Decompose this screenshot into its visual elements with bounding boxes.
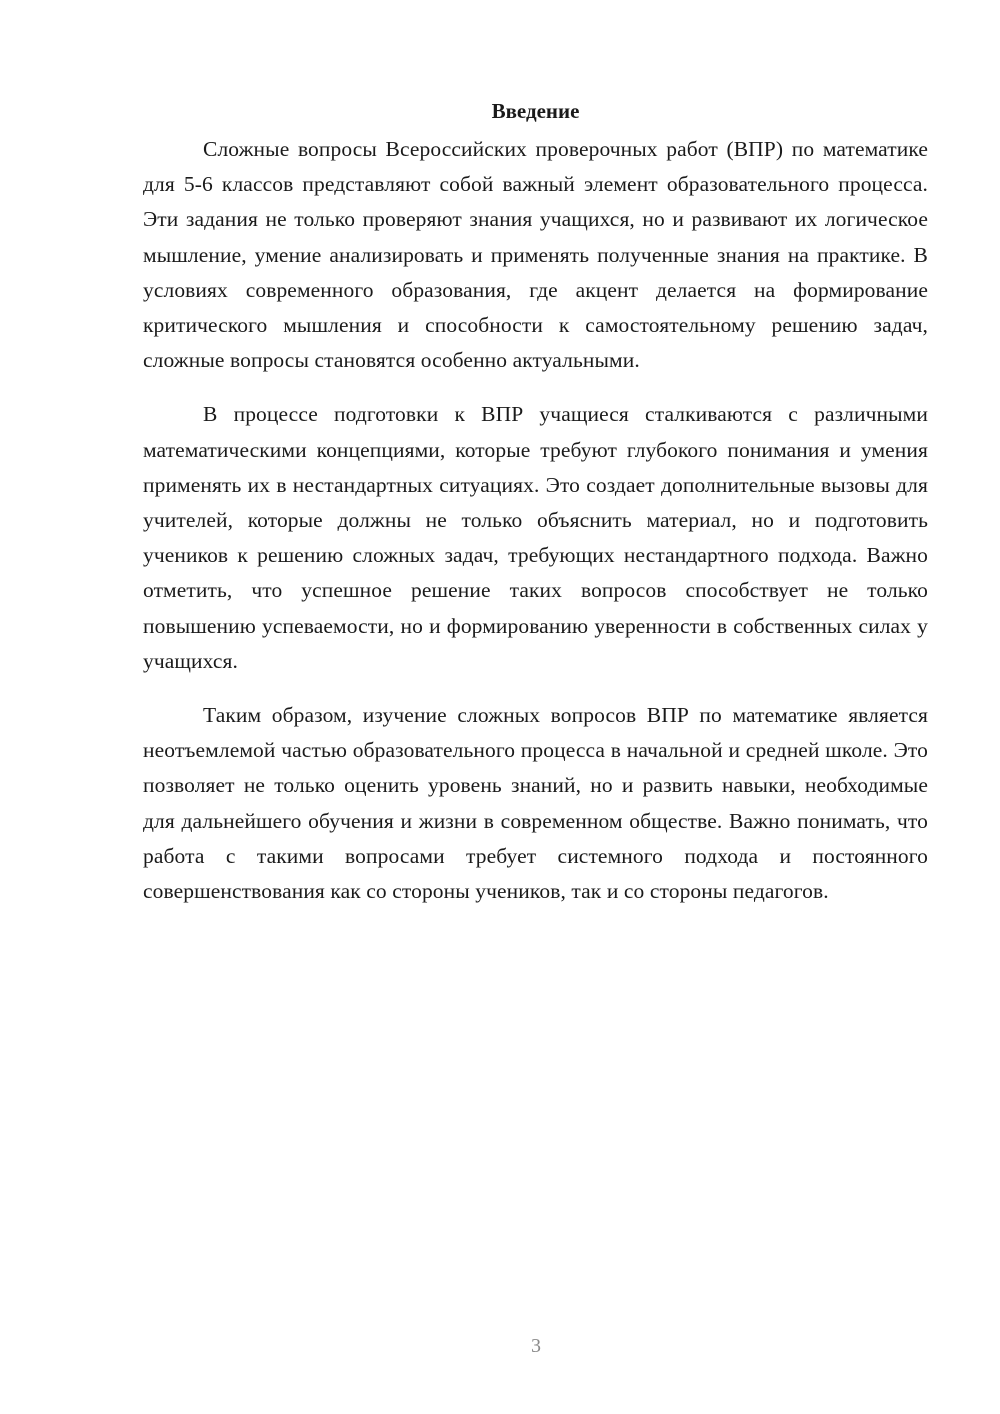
paragraph-3: Таким образом, изучение сложных вопросов ВПР по математике является неотъемлемой частью образовательного процесса в начальной и средней школе. Это позволяет не только оценить уровень знаний, но и развить навыки, необходимые для дальнейшего обучения и жизни в современном обществе. Важно понимать, что работа с такими вопросами требует системного подхода и постоянного совершенствования как со стороны учеников, так и со стороны педагогов. (143, 703, 928, 904)
paragraph-1: Сложные вопросы Всероссийских проверочных работ (ВПР) по математике для 5-6 классов представляют собой важный элемент образовательного процесса. Эти задания не только проверяют знания учащихся, но и развивают их логическое мышление, умение анализировать и применять полученные знания на практике. В условиях современного образования, где акцент делается на формирование критического мышления и способности к самостоятельному решению задач, сложные вопросы становятся особенно актуальными. (143, 137, 928, 373)
page-content (143, 96, 928, 928)
page-number: 3 (531, 1335, 541, 1357)
section-title: Введение (491, 99, 580, 123)
paragraph-2: В процессе подготовки к ВПР учащиеся сталкиваются с различными математическими концепциями, которые требуют глубокого понимания и умения применять их в нестандартных ситуациях. Это создает дополнительные вызовы для учителей, которые должны не только объяснить материал, но и подготовить учеников к решению сложных задач, требующих нестандартного подхода. Важно отметить, что успешное решение таких вопросов способствует не только повышению успеваемости, но и формированию уверенности в собственных силах у учащихся. (143, 402, 928, 673)
